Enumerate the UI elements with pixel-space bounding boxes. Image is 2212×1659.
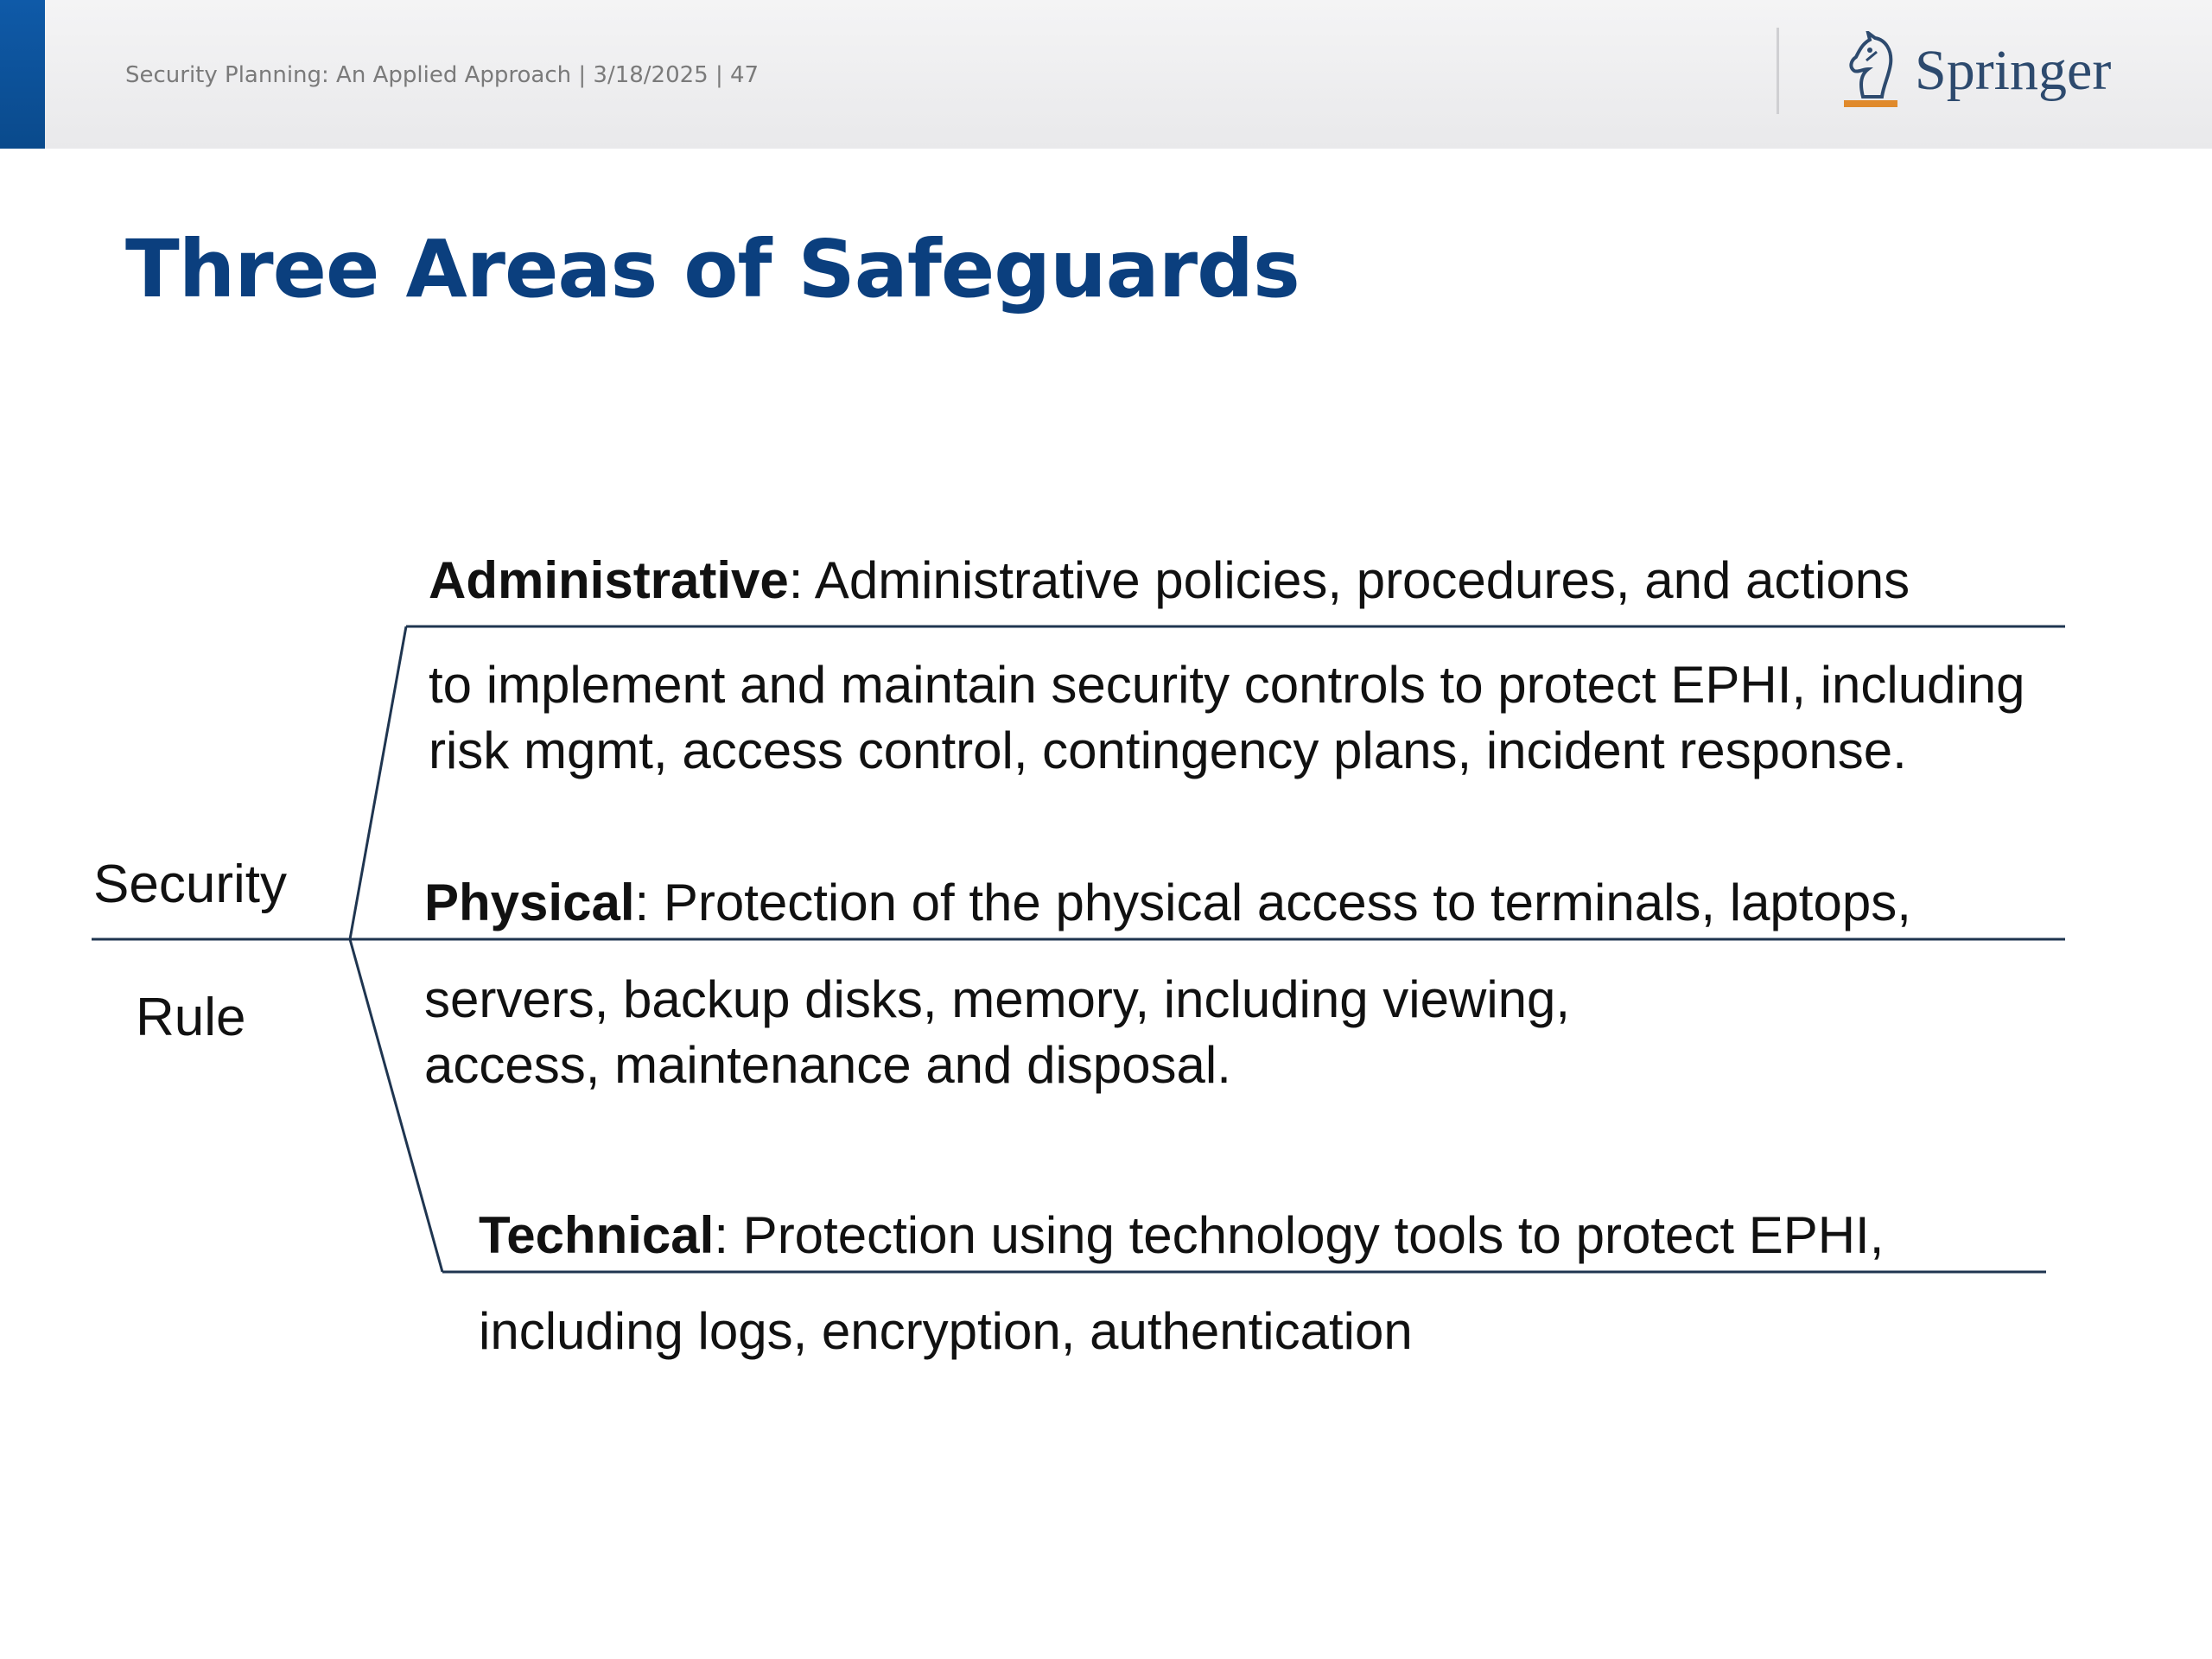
branch-term: Technical (479, 1206, 715, 1264)
root-label-security: Security (93, 855, 287, 914)
branch-heading-administrative (429, 548, 1910, 613)
branch-continuation: including logs, encryption, authentication (479, 1302, 1413, 1360)
branch-continuation: to implement and maintain security controls to protect EPHI, including (429, 656, 2025, 714)
branch-term: Physical (424, 874, 635, 931)
branch-definition: : Protection using technology tools to protect EPHI, (714, 1206, 1885, 1264)
logo-text: Springer (1915, 39, 2112, 102)
page-title: Three Areas of Safeguards (125, 223, 1300, 315)
branch-continuation: risk mgmt, access control, contingency plans, incident response. (429, 721, 1907, 779)
branch-continuation: servers, backup disks, memory, including viewing, (424, 970, 1571, 1028)
branch-definition: : Administrative policies, procedures, and actions (788, 551, 1910, 609)
header-meta: Security Planning: An Applied Approach | 3/18/2025 | 47 (125, 62, 760, 88)
branch-definition: : Protection of the physical access to terminals, laptops, (634, 874, 1911, 931)
branch-continuation: access, maintenance and disposal. (424, 1036, 1231, 1094)
branch-heading-technical (479, 1203, 1884, 1268)
branch-term: Administrative (429, 551, 789, 609)
branch-heading-physical (424, 870, 1911, 936)
root-label-rule: Rule (136, 988, 246, 1047)
branch-connector-administrative (350, 626, 406, 939)
